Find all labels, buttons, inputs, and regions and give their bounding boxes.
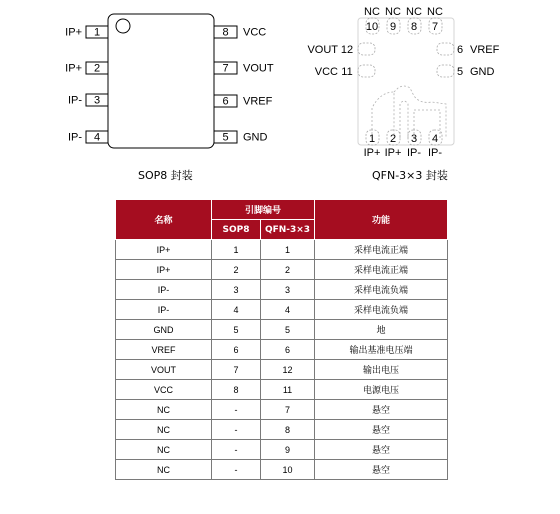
sop8-pin-1: [65, 26, 108, 39]
sop8-caption: SOP8 封装: [138, 169, 193, 182]
table-row: [116, 260, 448, 280]
cell-function: 采样电流负端: [315, 300, 448, 320]
cell-sop8: 7: [212, 360, 261, 380]
pin-number: 11: [341, 66, 353, 78]
pin-number: 8: [410, 21, 418, 33]
pin-number: 2: [389, 133, 397, 145]
pin-number: 10: [365, 21, 379, 33]
cell-name: VREF: [116, 340, 212, 360]
header-name: 名称: [116, 200, 212, 240]
table-row: [116, 280, 448, 300]
pin-label: IP+: [363, 147, 381, 159]
cell-qfn: 3: [261, 280, 315, 300]
cell-function: 输出基准电压端: [315, 340, 448, 360]
pin-number: 3: [93, 94, 101, 107]
pin-label: VREF: [470, 44, 500, 56]
pin-number: 12: [340, 44, 354, 56]
cell-function: 悬空: [315, 420, 448, 440]
pin-number: 1: [368, 133, 376, 145]
pin-number: 7: [222, 62, 229, 75]
pin-label: NC: [427, 6, 443, 18]
pin-label: IP-: [67, 94, 82, 107]
pin-number: 6: [222, 95, 229, 108]
cell-qfn: 6: [261, 340, 315, 360]
cell-function: 悬空: [315, 460, 448, 480]
header-qfn: QFN-3×3: [261, 220, 315, 240]
cell-name: IP-: [116, 300, 212, 320]
table-row: [116, 400, 448, 420]
cell-qfn: 2: [261, 260, 315, 280]
pin-label: IP-: [406, 147, 422, 159]
cell-sop8: -: [212, 400, 261, 420]
cell-sop8: 8: [212, 380, 261, 400]
table-row: [116, 320, 448, 340]
pin-number: 2: [93, 62, 101, 75]
pin-number: 6: [456, 44, 464, 56]
table-row: [116, 420, 448, 440]
cell-sop8: 3: [212, 280, 261, 300]
pin-label: IP+: [65, 26, 82, 39]
cell-qfn: 1: [261, 240, 315, 260]
table-row: [116, 360, 448, 380]
cell-name: NC: [116, 400, 212, 420]
cell-qfn: 4: [261, 300, 315, 320]
cell-qfn: 11: [261, 380, 315, 400]
table-row: [116, 340, 448, 360]
pin-label: IP-: [67, 131, 82, 144]
pin-label: NC: [364, 6, 380, 18]
header-function: 功能: [315, 200, 448, 240]
table-row: [116, 300, 448, 320]
cell-sop8: -: [212, 440, 261, 460]
cell-name: NC: [116, 460, 212, 480]
pin-label: VCC: [314, 66, 338, 78]
pin-number: 1: [93, 26, 101, 39]
cell-name: GND: [116, 320, 212, 340]
cell-name: NC: [116, 420, 212, 440]
cell-name: VCC: [116, 380, 212, 400]
pin-label: VOUT: [307, 44, 338, 56]
sop8-diagram: [65, 14, 274, 148]
table-row: [116, 380, 448, 400]
qfn-caption: QFN-3×3 封装: [372, 169, 448, 182]
pin-number: 5: [456, 66, 464, 78]
cell-sop8: 1: [212, 240, 261, 260]
pin-label: GND: [470, 66, 495, 78]
pin-label: GND: [243, 131, 268, 144]
pin-number: 4: [431, 133, 439, 145]
cell-function: 采样电流正端: [315, 260, 448, 280]
pin-number: 4: [93, 131, 101, 144]
cell-function: 地: [315, 320, 448, 340]
sop8-pin-8: [214, 26, 266, 39]
table-row: [116, 240, 448, 260]
qfn-diagram: [307, 6, 499, 159]
sop8-pin-6: [214, 95, 273, 108]
cell-function: 电源电压: [315, 380, 448, 400]
cell-sop8: -: [212, 460, 261, 480]
pin-label: NC: [385, 6, 401, 18]
package-diagrams: [0, 0, 560, 200]
table-body: [116, 240, 448, 480]
pin-number: 8: [222, 26, 229, 39]
cell-qfn: 5: [261, 320, 315, 340]
cell-qfn: 12: [261, 360, 315, 380]
cell-name: NC: [116, 440, 212, 460]
cell-name: IP+: [116, 260, 212, 280]
pin-number: 3: [410, 133, 418, 145]
pin-label: VCC: [243, 26, 267, 39]
cell-sop8: 6: [212, 340, 261, 360]
cell-function: 悬空: [315, 400, 448, 420]
cell-function: 采样电流正端: [315, 240, 448, 260]
table-row: [116, 460, 448, 480]
cell-qfn: 9: [261, 440, 315, 460]
sop8-pin-5: [214, 131, 268, 144]
pin-number: 5: [222, 131, 229, 144]
pin-label: NC: [406, 6, 422, 18]
pin-function-table: [115, 199, 448, 480]
cell-function: 悬空: [315, 440, 448, 460]
pin-number: 9: [389, 21, 397, 33]
sop8-pin-7: [214, 62, 274, 75]
pin-label: IP+: [65, 62, 82, 75]
cell-sop8: 5: [212, 320, 261, 340]
header-sop8: SOP8: [212, 220, 261, 240]
cell-qfn: 7: [261, 400, 315, 420]
sop8-body: [108, 14, 214, 148]
sop8-pin-2: [65, 62, 108, 75]
sop8-pin-4: [68, 131, 108, 144]
cell-function: 采样电流负端: [315, 280, 448, 300]
table-row: [116, 440, 448, 460]
cell-qfn: 10: [261, 460, 315, 480]
pin-label: VREF: [243, 95, 273, 108]
cell-name: IP+: [116, 240, 212, 260]
cell-sop8: 4: [212, 300, 261, 320]
cell-function: 输出电压: [315, 360, 448, 380]
header-pin-number: 引脚编号: [212, 200, 315, 220]
pin-number: 7: [431, 21, 439, 33]
pin-label: VOUT: [243, 62, 274, 75]
cell-qfn: 8: [261, 420, 315, 440]
pin-label: IP-: [427, 147, 443, 159]
cell-sop8: 2: [212, 260, 261, 280]
cell-name: VOUT: [116, 360, 212, 380]
pin-label: IP+: [384, 147, 402, 159]
cell-sop8: -: [212, 420, 261, 440]
cell-name: IP-: [116, 280, 212, 300]
sop8-pin-3: [68, 94, 108, 107]
